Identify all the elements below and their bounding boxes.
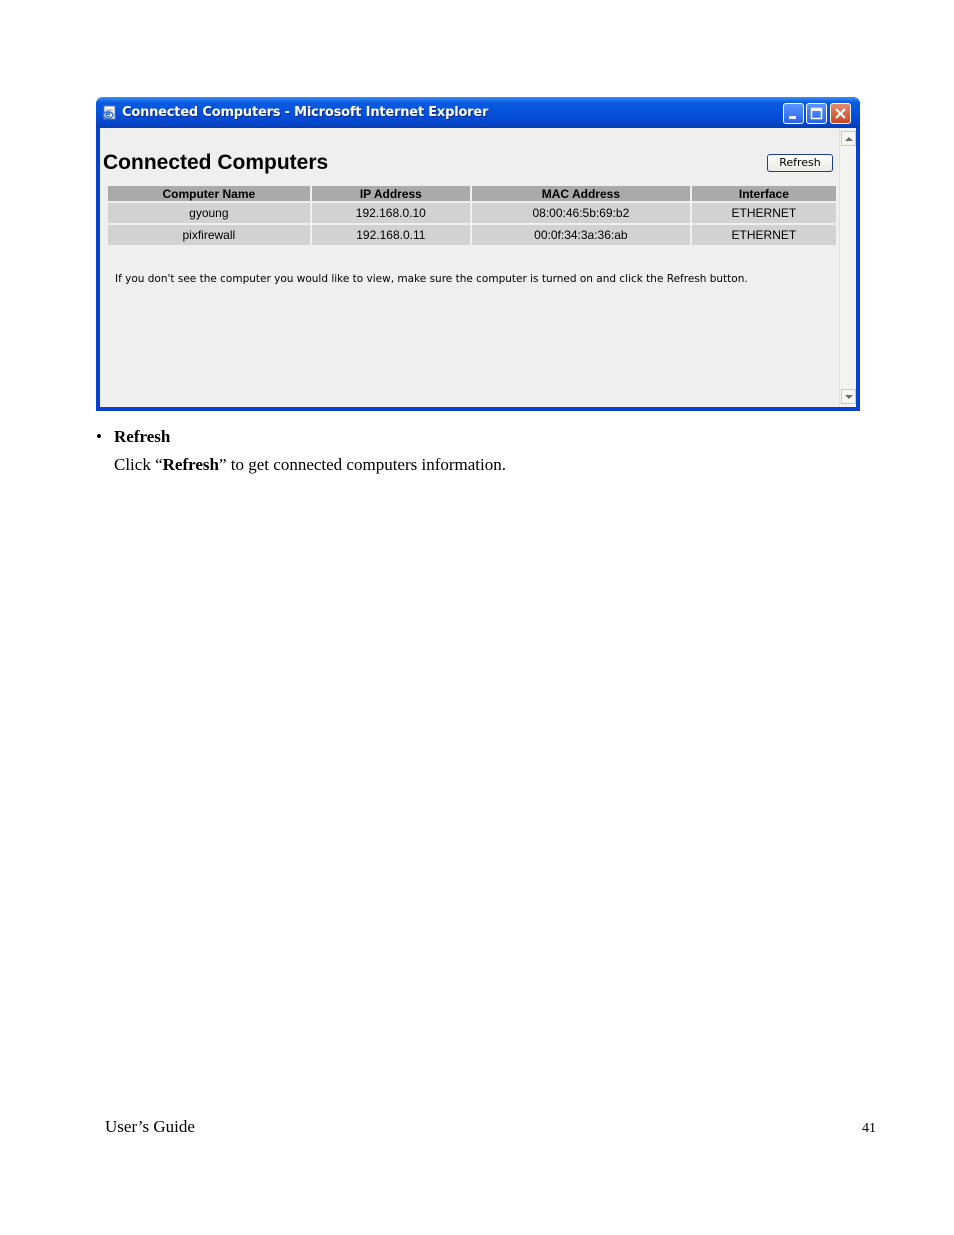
close-icon [831, 104, 850, 123]
bullet-title: Refresh [114, 427, 171, 446]
cell-interface: ETHERNET [692, 225, 836, 245]
scroll-up-button[interactable] [841, 131, 856, 146]
cell-mac-address: 00:0f:34:3a:36:ab [472, 225, 690, 245]
column-header-interface: Interface [692, 186, 836, 201]
footer-title: User’s Guide [105, 1117, 195, 1136]
column-header-computer-name: Computer Name [108, 186, 310, 201]
window-titlebar[interactable] [96, 97, 860, 128]
cell-mac-address: 08:00:46:5b:69:b2 [472, 203, 690, 223]
scroll-down-button[interactable] [841, 389, 856, 404]
column-header-mac-address: MAC Address [472, 186, 690, 201]
cell-computer-name: gyoung [108, 203, 310, 223]
minimize-icon [784, 104, 803, 123]
svg-text:e: e [105, 110, 111, 119]
maximize-button[interactable] [806, 103, 827, 124]
refresh-hint: If you don't see the computer you would like to view, make sure the computer is turned on and click the Refresh button. [115, 273, 748, 285]
scroll-up-icon [844, 135, 854, 143]
cell-ip-address: 192.168.0.10 [312, 203, 470, 223]
bullet-description [114, 454, 506, 476]
cell-computer-name: pixfirewall [108, 225, 310, 245]
ie-page-icon [102, 105, 118, 120]
ie-window [96, 97, 860, 411]
vertical-scrollbar[interactable] [839, 128, 856, 407]
page-number: 41 [862, 1121, 876, 1136]
minimize-button[interactable] [783, 103, 804, 124]
bullet-item-refresh [96, 426, 170, 448]
desc-bold: Refresh [162, 455, 219, 474]
page-title: Connected Computers [103, 151, 329, 174]
column-header-ip-address: IP Address [312, 186, 470, 201]
maximize-icon [807, 104, 826, 123]
refresh-button[interactable]: Refresh [767, 154, 833, 172]
desc-prefix: Click “ [114, 455, 163, 474]
browser-content [100, 128, 856, 407]
bullet-glyph: • [96, 427, 102, 446]
desc-suffix: ” to get connected computers information. [218, 455, 507, 474]
cell-interface: ETHERNET [692, 203, 836, 223]
close-button[interactable] [830, 103, 851, 124]
window-title: Connected Computers - Microsoft Internet Explorer [122, 105, 489, 120]
scroll-down-icon [844, 393, 854, 401]
cell-ip-address: 192.168.0.11 [312, 225, 470, 245]
table-header-row [108, 186, 836, 201]
connected-computers-table [106, 184, 838, 247]
table-row [108, 225, 836, 245]
table-row [108, 203, 836, 223]
